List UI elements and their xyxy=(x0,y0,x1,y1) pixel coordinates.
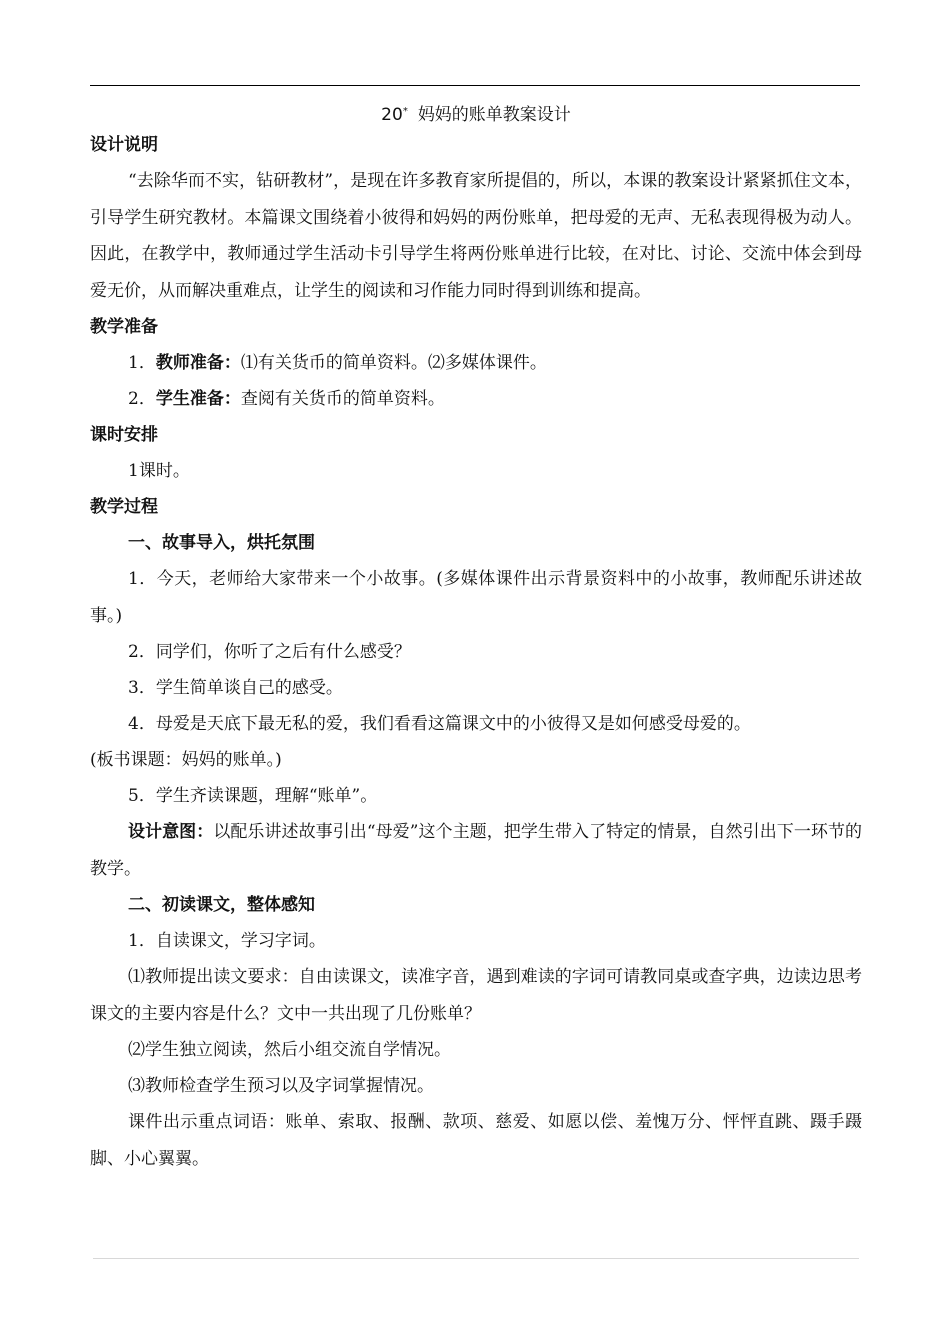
document-page xyxy=(90,90,862,1177)
document-title xyxy=(90,97,862,127)
part1-step-1: 1．今天，老师给大家带来一个小故事。(多媒体课件出示背景资料中的小故事，教师配乐讲述故事。) xyxy=(90,569,862,626)
prep-heading: 教学准备 xyxy=(90,317,158,337)
prep-item-text: ⑴有关货币的简单资料。⑵多媒体课件。 xyxy=(240,353,547,373)
title-text: 妈妈的账单教案设计 xyxy=(417,105,571,125)
design-note-heading: 设计说明 xyxy=(90,135,158,155)
part2-sub-3: ⑶教师检查学生预习以及字词掌握情况。 xyxy=(128,1076,434,1096)
part1-title: 一、故事导入，烘托氛围 xyxy=(128,533,315,553)
part1-step-2: 2．同学们，你听了之后有什么感受？ xyxy=(128,642,411,662)
prep-item-number: 2． xyxy=(128,389,156,409)
key-words: 课件出示重点词语：账单、索取、报酬、款项、慈爱、如愿以偿、羞愧万分、怦怦直跳、蹑手蹑脚、小心翼翼。 xyxy=(90,1112,862,1169)
prep-item-teacher xyxy=(90,345,862,381)
prep-item-text: 查阅有关货币的简单资料。 xyxy=(240,389,445,409)
part1-step-4: 4．母爱是天底下最无私的爱，我们看看这篇课文中的小彼得又是如何感受母爱的。 xyxy=(128,714,751,734)
prep-item-student xyxy=(90,381,862,417)
process-heading: 教学过程 xyxy=(90,497,158,517)
lesson-mark: * xyxy=(402,106,408,117)
prep-item-label: 教师准备： xyxy=(155,353,241,373)
footer-rule xyxy=(93,1258,859,1259)
part1-step-3: 3．学生简单谈自己的感受。 xyxy=(128,678,343,698)
prep-item-label: 学生准备： xyxy=(155,389,241,409)
part2-sub-1: ⑴教师提出读文要求：自由读课文，读准字音，遇到难读的字词可请教同桌或查字典，边读边思考课文的主要内容是什么？文中一共出现了几份账单？ xyxy=(90,967,862,1024)
part2-sub-2: ⑵学生独立阅读，然后小组交流自学情况。 xyxy=(128,1040,451,1060)
schedule-heading: 课时安排 xyxy=(90,425,158,445)
design-intent xyxy=(90,814,862,887)
design-note-body: “去除华而不实，钻研教材”，是现在许多教育家所提倡的，所以，本课的教案设计紧紧抓住文本，引导学生研究教材。本篇课文围绕着小彼得和妈妈的两份账单，把母爱的无声、无私表现得极为动人。因此，在教学中，教师通过学生活动卡引导学生将两份账单进行比较，在对比、讨论、交流中体会到母爱无价，从而解决重难点，让学生的阅读和习作能力同时得到训练和提高。 xyxy=(90,171,862,301)
header-rule xyxy=(90,85,860,86)
part1-step-5: 5．学生齐读课题，理解“账单”。 xyxy=(128,786,378,806)
board-note: (板书课题：妈妈的账单。) xyxy=(90,750,282,770)
design-intent-text: 以配乐讲述故事引出“母爱”这个主题，把学生带入了特定的情景，自然引出下一环节的教学。 xyxy=(90,822,862,879)
schedule-text: 1课时。 xyxy=(128,461,190,481)
prep-item-number: 1． xyxy=(128,353,156,373)
design-intent-label: 设计意图： xyxy=(128,822,214,842)
lesson-number: 20 xyxy=(381,105,403,125)
part2-step-1: 1．自读课文，学习字词。 xyxy=(128,931,326,951)
part2-title: 二、初读课文，整体感知 xyxy=(128,895,315,915)
